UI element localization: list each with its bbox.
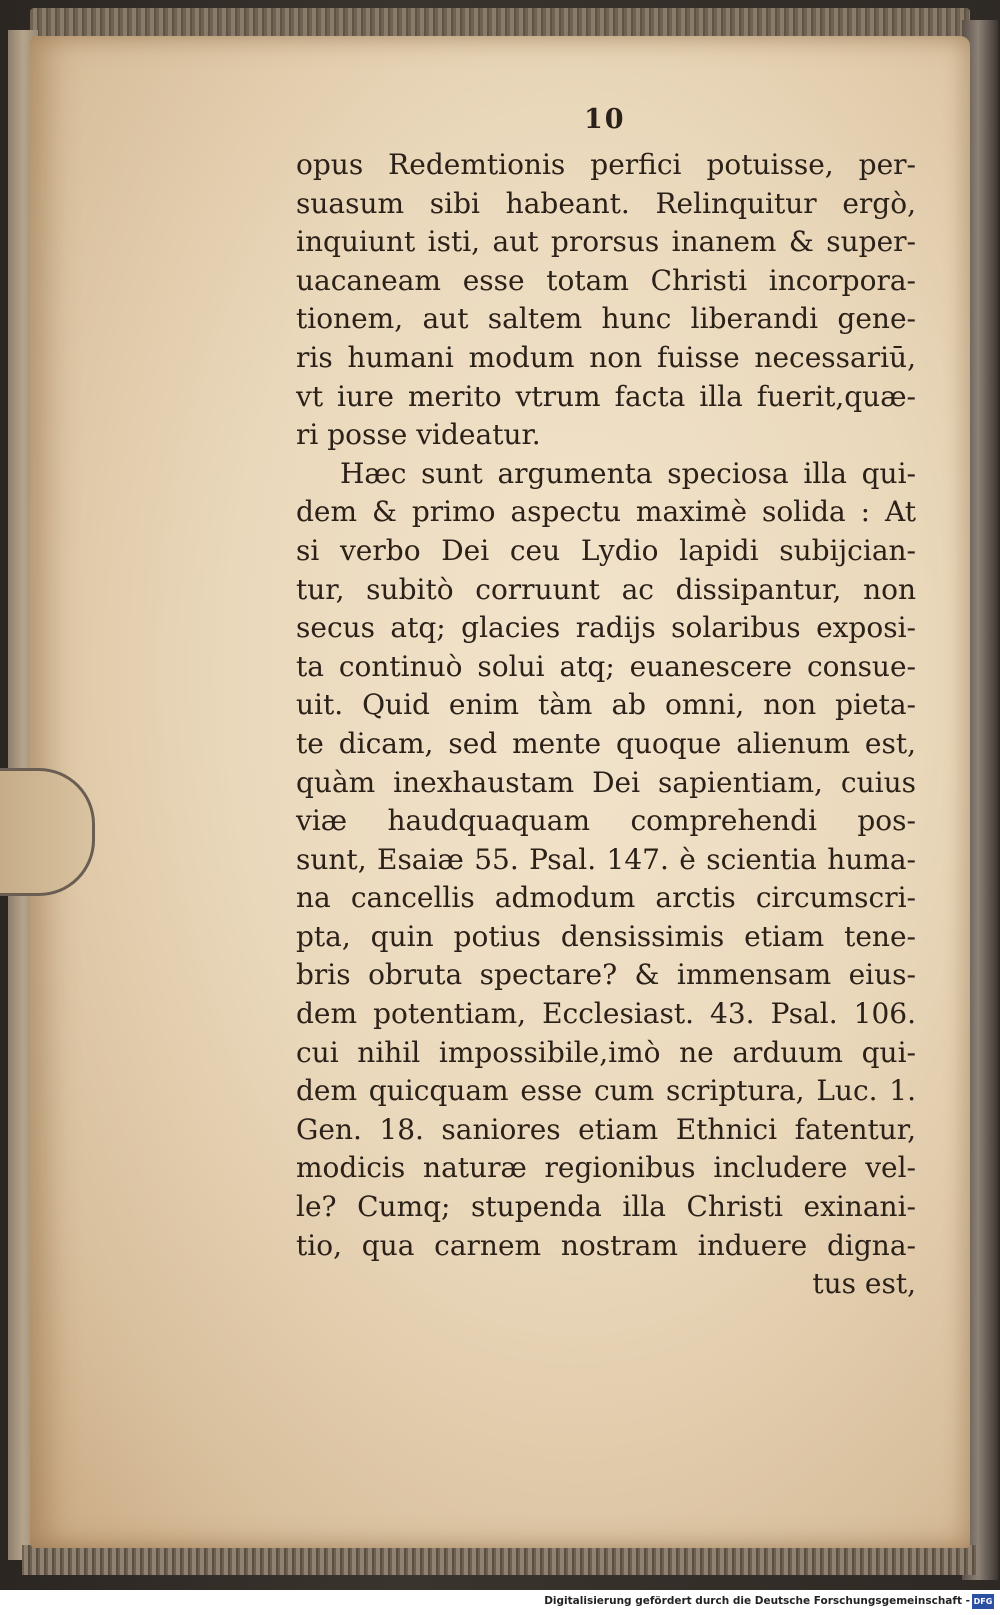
text-line: dem & primo aspectu maximè solida : At (296, 495, 916, 529)
text-line: na cancellis admodum arctis circumscri- (296, 881, 916, 915)
text-line: ta continuò solui atq; euanescere consue- (296, 649, 916, 683)
text-line: quàm inexhaustam Dei sapientiam, cuius (296, 765, 916, 799)
text-line: modicis naturæ regionibus includere vel- (296, 1151, 916, 1185)
text-line: te dicam, sed mente quoque alienum est, (296, 726, 916, 760)
catchword-line: tus est, (812, 1267, 916, 1301)
page-edges-bottom (22, 1545, 977, 1575)
text-line: tio, qua carnem nostram induere digna- (296, 1228, 916, 1262)
text-line: tur, subitò corruunt ac dissipantur, non (296, 572, 916, 606)
text-line: secus atq; glacies radijs solaribus exposi- (296, 611, 916, 645)
text-line: viæ haudquaquam comprehendi pos- (296, 804, 916, 838)
dfg-logo-icon: DFG (972, 1594, 994, 1609)
text-line: uacaneam esse totam Christi incorpora- (296, 263, 916, 297)
text-line: le? Cumq; stupenda illa Christi exinani- (296, 1190, 916, 1224)
text-line: cui nihil impossibile,imò ne arduum qui- (296, 1035, 916, 1069)
text-line: dem quicquam esse cum scriptura, Luc. 1. (296, 1074, 916, 1108)
text-line: bris obruta spectare? & immensam eius- (296, 958, 916, 992)
text-line: si verbo Dei ceu Lydio lapidi subijcian- (296, 533, 916, 567)
page-number: 10 (584, 104, 626, 135)
book-clip (0, 768, 95, 896)
text-line: uit. Quid enim tàm ab omni, non pieta- (296, 688, 916, 722)
text-line: Hæc sunt argumenta speciosa illa qui- (340, 456, 916, 490)
text-line: ri posse videatur. (296, 418, 541, 452)
page-text (296, 146, 916, 1304)
text-line: suasum sibi habeant. Relinquitur ergò, (296, 186, 916, 220)
text-line: pta, quin potius densissimis etiam tene- (296, 919, 916, 953)
text-line: vt iure merito vtrum facta illa fuerit,quæ- (296, 379, 916, 413)
text-line: opus Redemtionis perfici potuisse, per- (296, 148, 916, 181)
text-line: sunt, Esaiæ 55. Psal. 147. è scientia huma- (296, 842, 916, 876)
text-line: inquiunt isti, aut prorsus inanem & super- (296, 225, 916, 259)
footer-credit: Digitalisierung gefördert durch die Deutsche Forschungsgemeinschaft - (544, 1595, 970, 1607)
footer-bar (0, 1590, 1000, 1615)
text-line: dem potentiam, Ecclesiast. 43. Psal. 106. (296, 997, 916, 1031)
text-line: Gen. 18. saniores etiam Ethnici fatentur, (296, 1112, 916, 1146)
text-line: ris humani modum non fuisse necessariū, (296, 340, 916, 374)
text-line: tionem, aut saltem hunc liberandi gene- (296, 302, 916, 336)
